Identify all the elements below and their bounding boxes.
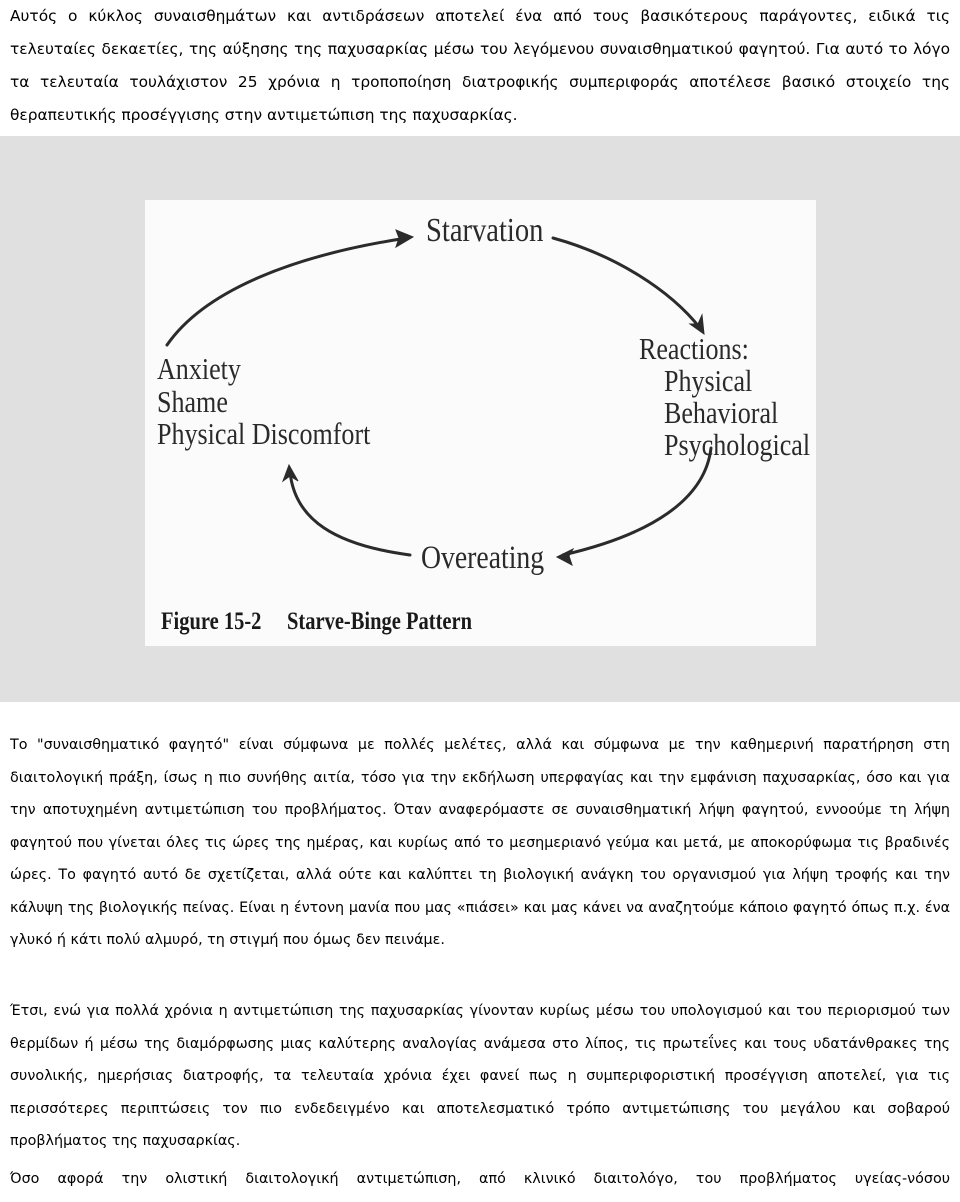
arrowhead-starvation <box>396 230 413 247</box>
intro-paragraph: Αυτός ο κύκλος συναισθημάτων και αντιδράσεων αποτελεί ένα από τους βασικότερους παράγοντες, ειδικά τις τελευταίες δεκαετίες, της αύξησης της παχυσαρκίας μέσω του λεγόμενου συναισθηματικού φαγητού. Για αυτό το λόγο τα τελευταία τουλάχιστον 25 χρόνια η τροποποίηση διατροφικής συμπεριφοράς αποτέλεσε βασικό στοιχείο της θεραπευτικής προσέγγισης στην αντιμετώπιση της παχυσαρκίας. <box>10 7 950 124</box>
figure-caption-title: Starve-Binge Pattern <box>287 608 473 635</box>
arc-to-anxiety <box>290 472 410 555</box>
paragraph-emotional-eating: Το "συναισθηματικό φαγητό" είναι σύμφωνα με πολλές μελέτες, αλλά και σύμφωνα με την καθημερινή παρατήρηση στη διαιτολογική πράξη, ίσως η πιο συνήθης αιτία, τόσο για την εκδήλωση υπερφαγίας και την εμφάνιση παχυσαρκίας, όσο και για την αποτυχημένη αντιμετώπιση του προβλήματος. Όταν αναφερόμαστε σε συναισθηματική λήψη φαγητού, εννοούμε τη λήψη φαγητού που γίνεται όλες τις ώρες της ημέρας, και κυρίως από το μεσημεριανό γεύμα και μετά, με αποκορύφωμα τις βραδινές ώρες. Το φαγητό αυτό δε σχετίζεται, αλλά ούτε και καλύπτει τη βιολογική ανάγκη του οργανισμού για λήψη τροφής και την κάλυψη της βιολογικής πείνας. Είναι η έντονη μανία που μας «πιάσει» και μας κάνει να αναζητούμε κάποιο φαγητό όπως π.χ. ένα γλυκό ή κάτι πολύ αλμυρό, τη στιγμή που όμως δεν πεινάμε. <box>10 737 950 948</box>
emotion-physical-discomfort: Physical Discomfort <box>157 416 371 451</box>
figure-caption-number: Figure 15-2 <box>161 608 262 635</box>
arc-to-starvation <box>167 238 407 345</box>
reactions-behavioral: Behavioral <box>664 395 779 430</box>
paragraph-holistic: Όσο αφορά την ολιστική διαιτολογική αντιμετώπιση, από κλινικό διαιτολόγο, του προβλήματος υγείας-νόσου <box>10 1171 950 1187</box>
arrowhead-overeating <box>557 549 573 565</box>
emotion-shame: Shame <box>157 384 228 419</box>
reactions-psychological: Psychological <box>664 427 811 462</box>
reactions-title: Reactions: <box>639 331 749 366</box>
paragraph-behavioral-approach: Έτσι, ενώ για πολλά χρόνια η αντιμετώπιση της παχυσαρκίας γίνονταν κυρίως μέσω του υπολογισμού και του περιορισμού των θερμίδων ή μέσω της διαμόρφωσης μιας καλύτερης αναλογίας ανάμεσα στο λίπος, τις πρωτεΐνες και τους υδατάνθρακες της συνολικής, ημερήσιας διατροφής, τα τελευταία χρόνια έχει φανεί πως η συμπεριφοριστική προσέγγιση αποτελεί, για τις περισσότερες περιπτώσεις τον πιο ενδεδειγμένο και αποτελεσματικό τρόπο αντιμετώπισης του μεγάλου και σοβαρού προβλήματος της παχυσαρκίας. <box>10 1003 950 1149</box>
reactions-physical: Physical <box>664 363 753 398</box>
overeating-label: Overeating <box>421 540 545 576</box>
starvation-label: Starvation <box>426 212 544 249</box>
arc-to-reactions <box>553 238 700 328</box>
starve-binge-figure <box>145 200 816 646</box>
emotion-anxiety: Anxiety <box>157 351 241 386</box>
arc-to-overeating <box>563 448 711 555</box>
